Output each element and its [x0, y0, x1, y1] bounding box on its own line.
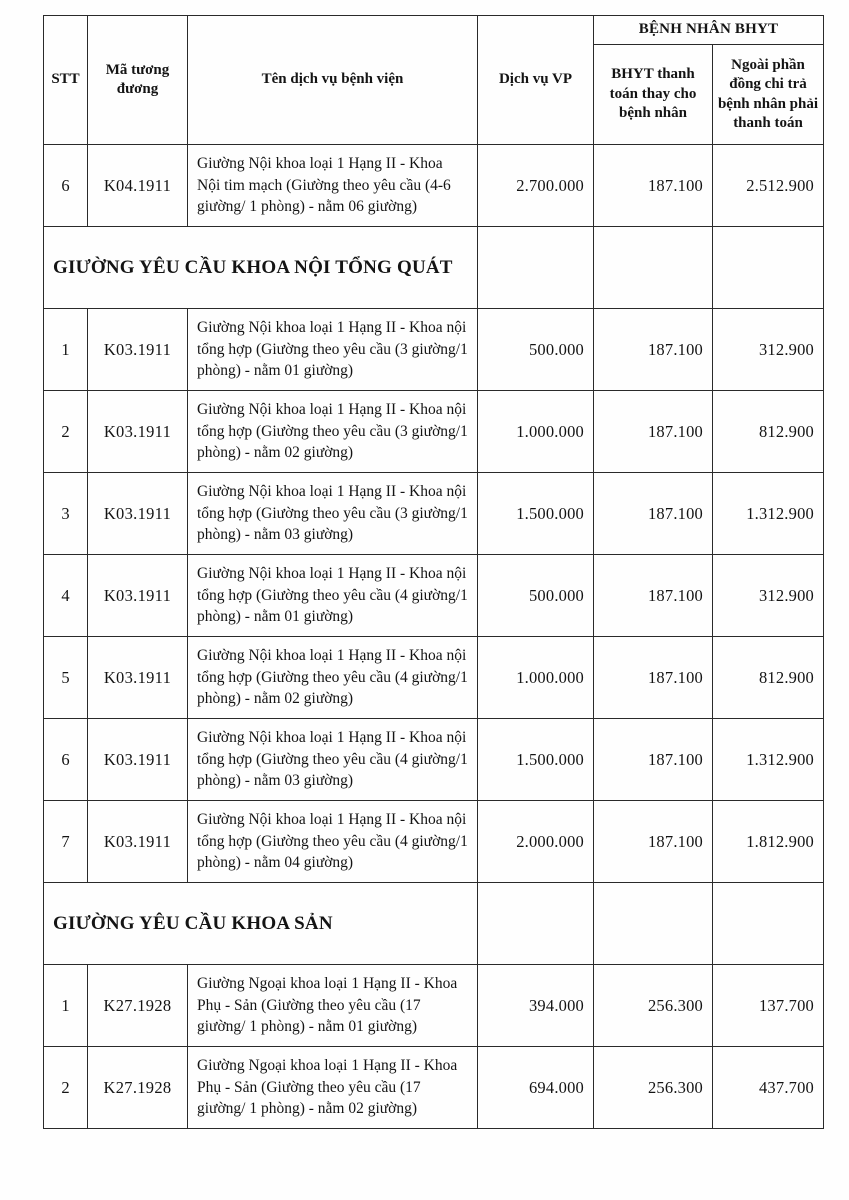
- bhyt-paid-cell: 187.100: [594, 637, 713, 719]
- patient-paid-cell: 1.312.900: [713, 473, 824, 555]
- service-name-cell: Giường Nội khoa loại 1 Hạng II - Khoa nội tổng hợp (Giường theo yêu cầu (4 giường/1 phòng) - nằm 04 giường): [188, 801, 478, 883]
- bhyt-paid-cell: 187.100: [594, 555, 713, 637]
- table-row: [44, 1047, 824, 1129]
- patient-paid-cell: 1.812.900: [713, 801, 824, 883]
- equivalent-code-cell: K03.1911: [88, 637, 188, 719]
- bhyt-paid-cell: 187.100: [594, 719, 713, 801]
- section-label: GIƯỜNG YÊU CẦU KHOA SẢN: [44, 883, 478, 965]
- vp-price-cell: 1.500.000: [478, 473, 594, 555]
- table-row: [44, 719, 824, 801]
- patient-paid-cell-empty: [713, 227, 824, 309]
- vp-price-cell: 1.500.000: [478, 719, 594, 801]
- table-header: [44, 16, 824, 145]
- equivalent-code-cell: K03.1911: [88, 801, 188, 883]
- equivalent-code-cell: K27.1928: [88, 965, 188, 1047]
- equivalent-code-cell: K03.1911: [88, 473, 188, 555]
- stt-cell: 3: [44, 473, 88, 555]
- stt-cell: 2: [44, 1047, 88, 1129]
- equivalent-code-cell: K03.1911: [88, 555, 188, 637]
- col-header-benh-nhan-bhyt-group: BỆNH NHÂN BHYT: [594, 16, 824, 45]
- bhyt-paid-cell-empty: [594, 883, 713, 965]
- vp-price-cell: 500.000: [478, 309, 594, 391]
- bhyt-paid-cell: 187.100: [594, 473, 713, 555]
- table-row: [44, 309, 824, 391]
- col-header-bhyt-thanh-toan: BHYT thanh toán thay cho bệnh nhân: [594, 45, 713, 145]
- equivalent-code-cell: K03.1911: [88, 719, 188, 801]
- col-header-dich-vu-vp: Dịch vụ VP: [478, 16, 594, 145]
- patient-paid-cell: 812.900: [713, 391, 824, 473]
- vp-price-cell: 394.000: [478, 965, 594, 1047]
- table-row: [44, 391, 824, 473]
- col-header-ngoai-phan-dong-chi-tra: Ngoài phần đồng chi trả bệnh nhân phải thanh toán: [713, 45, 824, 145]
- equivalent-code-cell: K04.1911: [88, 145, 188, 227]
- service-name-cell: Giường Nội khoa loại 1 Hạng II - Khoa nội tổng hợp (Giường theo yêu cầu (4 giường/1 phòng) - nằm 01 giường): [188, 555, 478, 637]
- stt-cell: 1: [44, 309, 88, 391]
- vp-price-cell: 1.000.000: [478, 391, 594, 473]
- table-row: [44, 801, 824, 883]
- vp-price-cell: 1.000.000: [478, 637, 594, 719]
- vp-price-cell: 2.700.000: [478, 145, 594, 227]
- table-row: [44, 145, 824, 227]
- service-name-cell: Giường Nội khoa loại 1 Hạng II - Khoa nội tổng hợp (Giường theo yêu cầu (3 giường/1 phòng) - nằm 02 giường): [188, 391, 478, 473]
- bhyt-paid-cell: 187.100: [594, 391, 713, 473]
- bhyt-paid-cell: 256.300: [594, 1047, 713, 1129]
- section-label: GIƯỜNG YÊU CẦU KHOA NỘI TỔNG QUÁT: [44, 227, 478, 309]
- patient-paid-cell: 312.900: [713, 309, 824, 391]
- col-header-stt: STT: [44, 16, 88, 145]
- table-row: [44, 965, 824, 1047]
- col-header-ma-tuong-duong: Mã tương đương: [88, 16, 188, 145]
- bhyt-paid-cell: 187.100: [594, 145, 713, 227]
- stt-cell: 1: [44, 965, 88, 1047]
- vp-price-cell-empty: [478, 883, 594, 965]
- service-name-cell: Giường Nội khoa loại 1 Hạng II - Khoa nội tổng hợp (Giường theo yêu cầu (3 giường/1 phòng) - nằm 03 giường): [188, 473, 478, 555]
- equivalent-code-cell: K03.1911: [88, 391, 188, 473]
- vp-price-cell: 500.000: [478, 555, 594, 637]
- service-name-cell: Giường Nội khoa loại 1 Hạng II - Khoa nội tổng hợp (Giường theo yêu cầu (4 giường/1 phòng) - nằm 02 giường): [188, 637, 478, 719]
- bhyt-paid-cell-empty: [594, 227, 713, 309]
- stt-cell: 2: [44, 391, 88, 473]
- service-name-cell: Giường Ngoại khoa loại 1 Hạng II - Khoa Phụ - Sản (Giường theo yêu cầu (17 giường/ 1 phòng) - nằm 02 giường): [188, 1047, 478, 1129]
- bhyt-paid-cell: 187.100: [594, 801, 713, 883]
- col-header-ten-dich-vu: Tên dịch vụ bệnh viện: [188, 16, 478, 145]
- patient-paid-cell: 812.900: [713, 637, 824, 719]
- table-row: [44, 473, 824, 555]
- service-name-cell: Giường Ngoại khoa loại 1 Hạng II - Khoa Phụ - Sản (Giường theo yêu cầu (17 giường/ 1 phòng) - nằm 01 giường): [188, 965, 478, 1047]
- vp-price-cell: 694.000: [478, 1047, 594, 1129]
- table-row: [44, 555, 824, 637]
- equivalent-code-cell: K03.1911: [88, 309, 188, 391]
- patient-paid-cell-empty: [713, 883, 824, 965]
- section-row: [44, 883, 824, 965]
- stt-cell: 6: [44, 145, 88, 227]
- stt-cell: 6: [44, 719, 88, 801]
- patient-paid-cell: 1.312.900: [713, 719, 824, 801]
- table-row: [44, 637, 824, 719]
- bhyt-paid-cell: 187.100: [594, 309, 713, 391]
- stt-cell: 5: [44, 637, 88, 719]
- section-row: [44, 227, 824, 309]
- patient-paid-cell: 2.512.900: [713, 145, 824, 227]
- vp-price-cell: 2.000.000: [478, 801, 594, 883]
- patient-paid-cell: 137.700: [713, 965, 824, 1047]
- service-name-cell: Giường Nội khoa loại 1 Hạng II - Khoa nội tổng hợp (Giường theo yêu cầu (3 giường/1 phòng) - nằm 01 giường): [188, 309, 478, 391]
- patient-paid-cell: 437.700: [713, 1047, 824, 1129]
- service-price-table: [43, 15, 824, 1129]
- table-body: [44, 145, 824, 1129]
- service-name-cell: Giường Nội khoa loại 1 Hạng II - Khoa Nội tim mạch (Giường theo yêu cầu (4-6 giường/ 1 phòng) - nằm 06 giường): [188, 145, 478, 227]
- vp-price-cell-empty: [478, 227, 594, 309]
- bhyt-paid-cell: 256.300: [594, 965, 713, 1047]
- service-name-cell: Giường Nội khoa loại 1 Hạng II - Khoa nội tổng hợp (Giường theo yêu cầu (4 giường/1 phòng) - nằm 03 giường): [188, 719, 478, 801]
- stt-cell: 7: [44, 801, 88, 883]
- stt-cell: 4: [44, 555, 88, 637]
- patient-paid-cell: 312.900: [713, 555, 824, 637]
- equivalent-code-cell: K27.1928: [88, 1047, 188, 1129]
